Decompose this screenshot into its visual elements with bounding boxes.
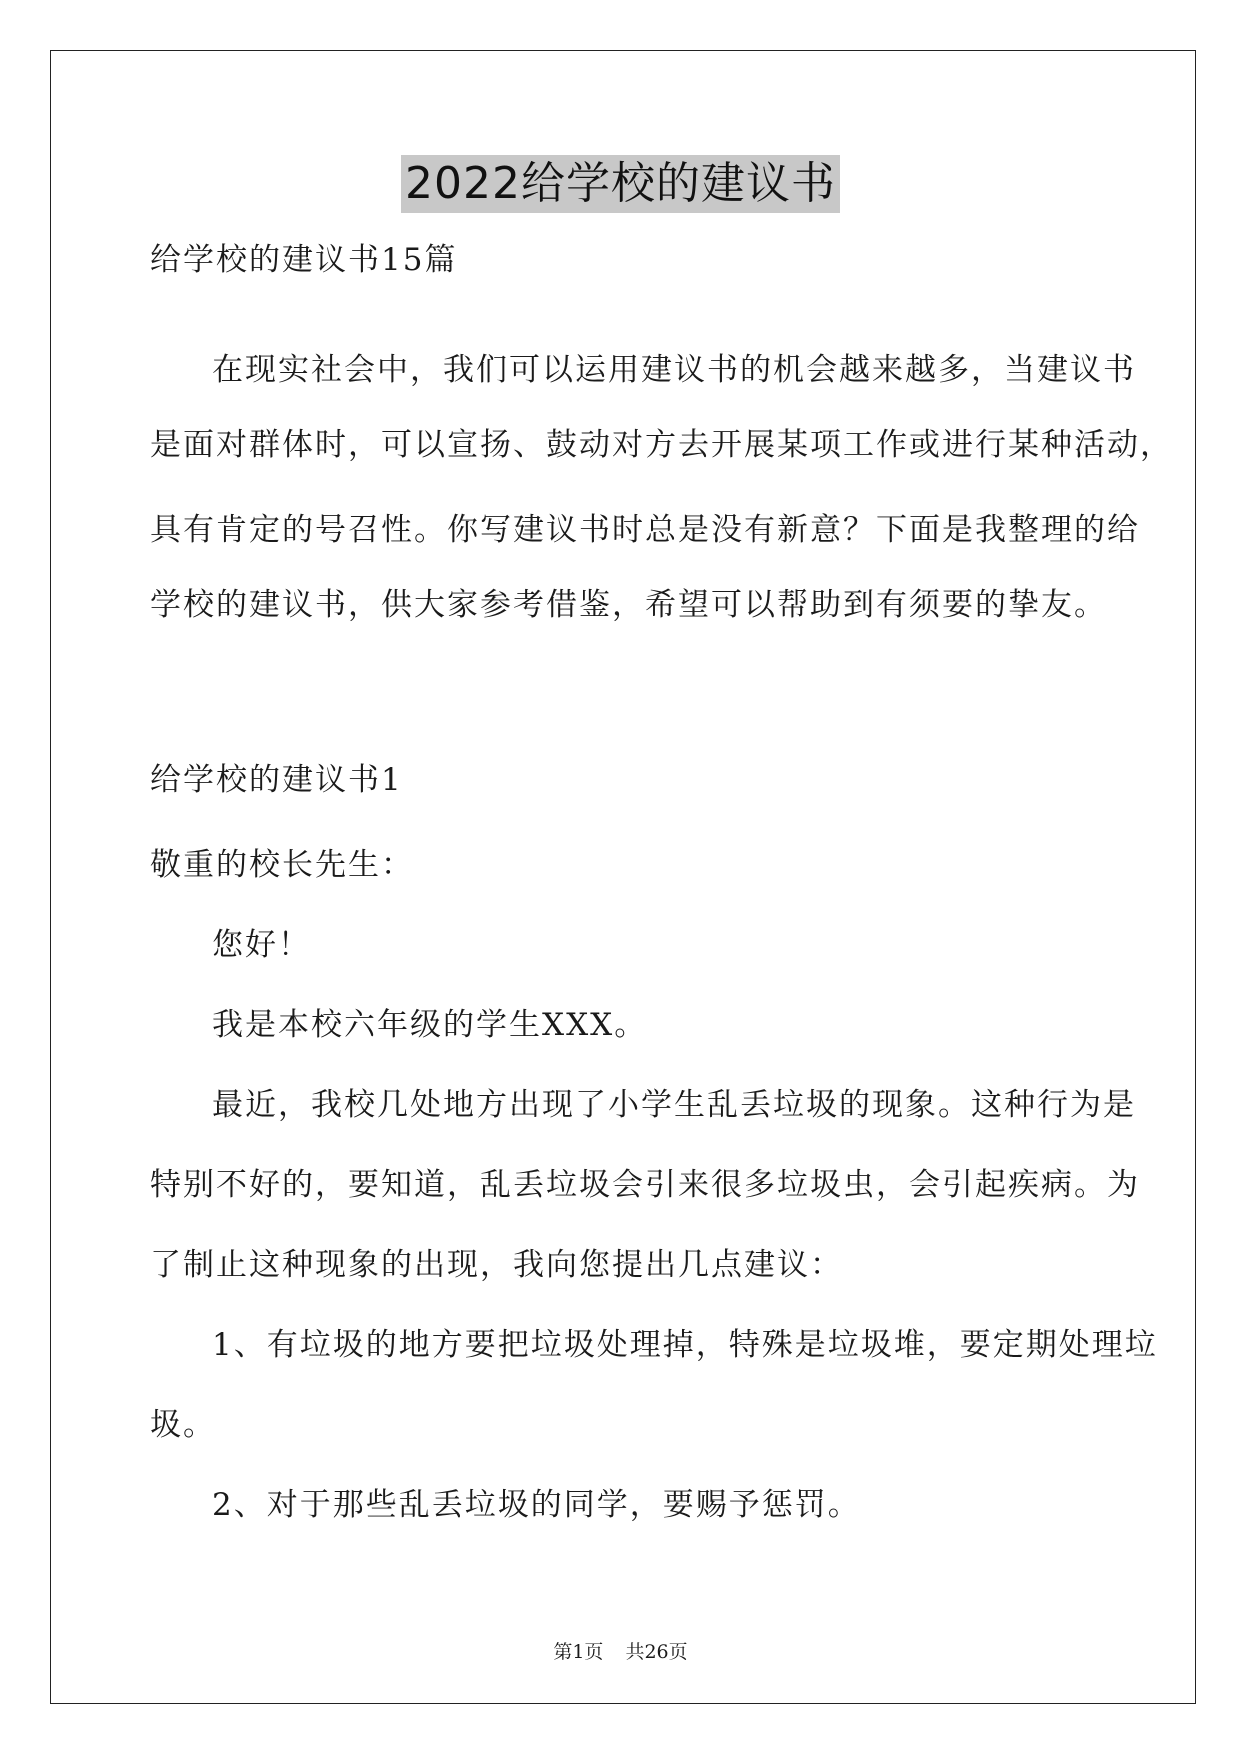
body-line-6: 圾。	[150, 1407, 216, 1443]
intro-line-4: 学校的建议书，供大家参考借鉴，希望可以帮助到有须要的挚友。	[150, 587, 1107, 623]
document-title: 2022给学校的建议书	[401, 155, 840, 213]
body-line-7: 2、对于那些乱丢垃圾的同学，要赐予惩罚。	[212, 1487, 861, 1523]
intro-line-2: 是面对群体时，可以宣扬、鼓动对方去开展某项工作或进行某种活动，	[150, 427, 1173, 463]
page-total: 共26页	[625, 1641, 688, 1663]
body-line-2: 最近，我校几处地方出现了小学生乱丢垃圾的现象。这种行为是	[212, 1087, 1136, 1123]
page-number: 第1页	[553, 1641, 604, 1663]
greeting: 您好！	[212, 927, 311, 963]
body-line-5: 1、有垃圾的地方要把垃圾处理掉，特殊是垃圾堆，要定期处理垃	[212, 1327, 1158, 1363]
intro-line-1: 在现实社会中，我们可以运用建议书的机会越来越多，当建议书	[212, 352, 1136, 388]
body-line-1: 我是本校六年级的学生XXX。	[212, 1007, 648, 1043]
document-subtitle: 给学校的建议书15篇	[150, 242, 458, 278]
body-line-4: 了制止这种现象的出现，我向您提出几点建议：	[150, 1247, 843, 1283]
body-line-3: 特别不好的，要知道，乱丢垃圾会引来很多垃圾虫，会引起疾病。为	[150, 1167, 1140, 1203]
intro-line-3: 具有肯定的号召性。你写建议书时总是没有新意？下面是我整理的给	[150, 512, 1140, 548]
page-footer	[0, 1640, 1241, 1664]
salutation: 敬重的校长先生：	[150, 847, 414, 883]
title-container	[0, 155, 1241, 213]
section-heading: 给学校的建议书1	[150, 762, 403, 798]
